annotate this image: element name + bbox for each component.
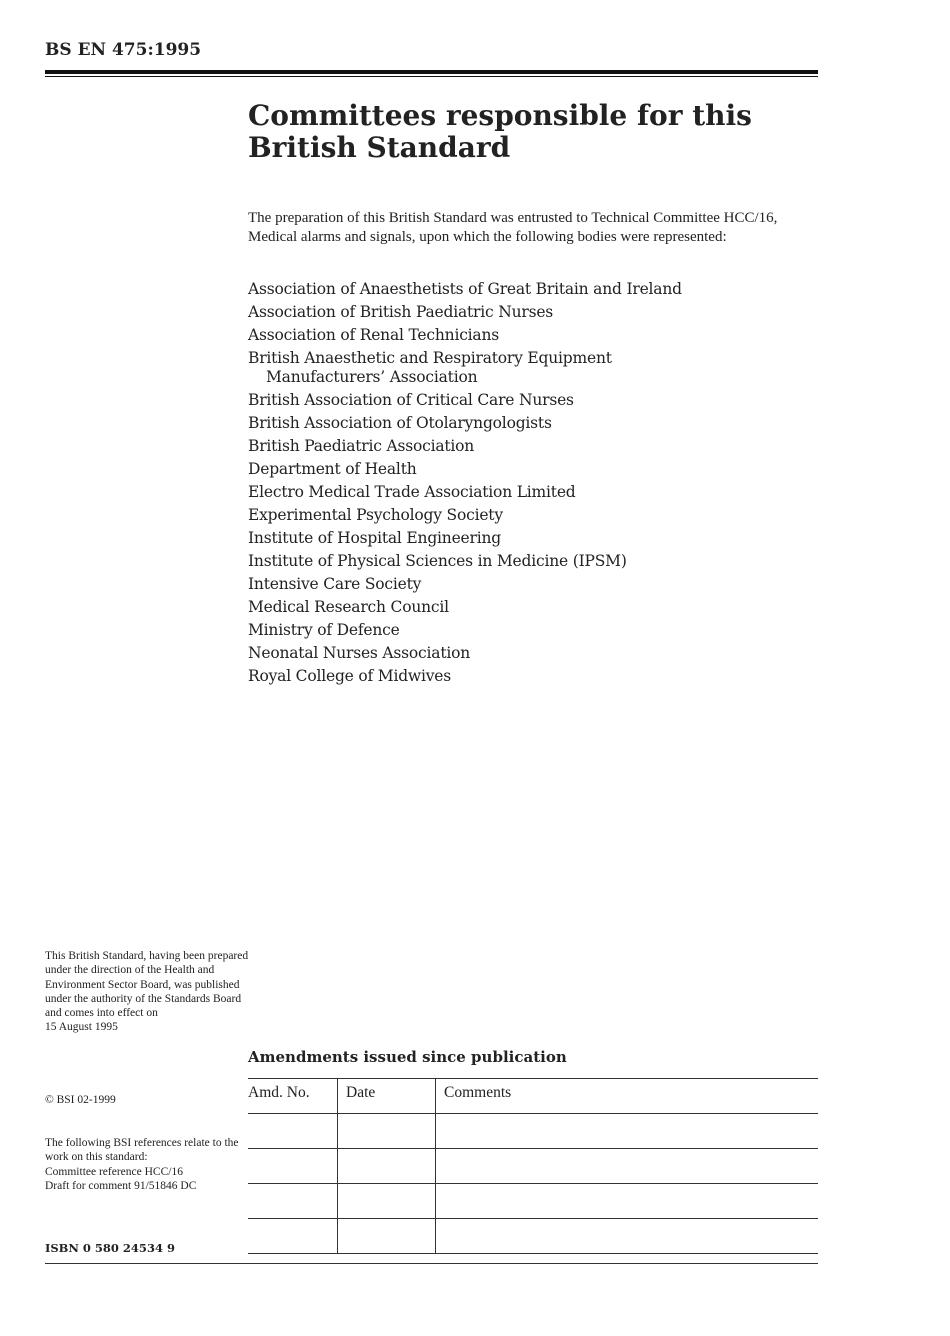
column-header-date: Date [338, 1079, 436, 1114]
table-cell [338, 1149, 436, 1184]
list-item: British Paediatric Association [248, 436, 475, 455]
list-item: Institute of Physical Sciences in Medicine (IPSM) [248, 551, 627, 570]
column-header-comments: Comments [436, 1079, 819, 1114]
intro-paragraph: The preparation of this British Standard was entrusted to Technical Committee HCC/16, Medical alarms and signals, upon which the following bodies were represented: [248, 210, 778, 245]
table-cell [248, 1114, 338, 1149]
list-item: British Association of Otolaryngologists [248, 413, 552, 432]
copyright-notice: © BSI 02-1999 [45, 1094, 116, 1106]
table-cell [436, 1219, 819, 1254]
standard-id: BS EN 475:1995 [45, 40, 202, 60]
amendments-table [248, 1078, 818, 1254]
bsi-references [45, 1136, 250, 1193]
publication-note [45, 949, 250, 1035]
table-row [248, 1184, 818, 1219]
table-cell [436, 1149, 819, 1184]
references-intro: The following BSI references relate to the work on this standard: [45, 1137, 239, 1164]
table-cell [248, 1184, 338, 1219]
list-item: Institute of Hospital Engineering [248, 528, 501, 547]
list-item: Association of Anaesthetists of Great Britain and Ireland [248, 280, 682, 298]
publication-statement: This British Standard, having been prepared under the direction of the Health and Environment Sector Board, was published under the authority of the Standards Board and comes into effect on [45, 950, 249, 1020]
footer-rule [45, 1263, 818, 1264]
table-row [248, 1149, 818, 1184]
list-item: British Association of Critical Care Nurses [248, 390, 574, 409]
list-item: Association of Renal Technicians [248, 326, 500, 344]
list-item: Medical Research Council [248, 597, 449, 616]
table-cell [436, 1114, 819, 1149]
list-item: Ministry of Defence [248, 620, 400, 639]
amendments-heading: Amendments issued since publication [248, 1048, 567, 1066]
draft-reference: Draft for comment 91/51846 DC [45, 1179, 197, 1192]
table-header-row [248, 1079, 818, 1114]
table-cell [436, 1184, 819, 1219]
list-item: Intensive Care Society [248, 574, 422, 593]
list-item: Royal College of Midwives [248, 666, 452, 685]
represented-bodies-list [248, 280, 813, 690]
list-item: Experimental Psychology Society [248, 505, 503, 524]
list-item: Neonatal Nurses Association [248, 643, 471, 662]
committee-reference: Committee reference HCC/16 [45, 1165, 183, 1178]
table-row [248, 1219, 818, 1254]
table-cell [248, 1149, 338, 1184]
list-item: Department of Health [248, 459, 417, 478]
list-item: Electro Medical Trade Association Limited [248, 482, 576, 501]
list-item: Association of British Paediatric Nurses [248, 303, 554, 321]
page-title: Committees responsible for this British Standard [248, 99, 752, 164]
table-row [248, 1114, 818, 1149]
effective-date: 15 August 1995 [45, 1021, 118, 1034]
table-cell [338, 1114, 436, 1149]
table-cell [338, 1219, 436, 1254]
table-cell [338, 1184, 436, 1219]
header-rule-thick [45, 70, 818, 74]
column-header-amd-no: Amd. No. [248, 1079, 338, 1114]
table-cell [248, 1219, 338, 1254]
isbn: ISBN 0 580 24534 9 [45, 1241, 175, 1255]
header-rule-thin [45, 76, 818, 77]
list-item: British Anaesthetic and Respiratory Equipment Manufacturers’ Association [248, 349, 612, 386]
